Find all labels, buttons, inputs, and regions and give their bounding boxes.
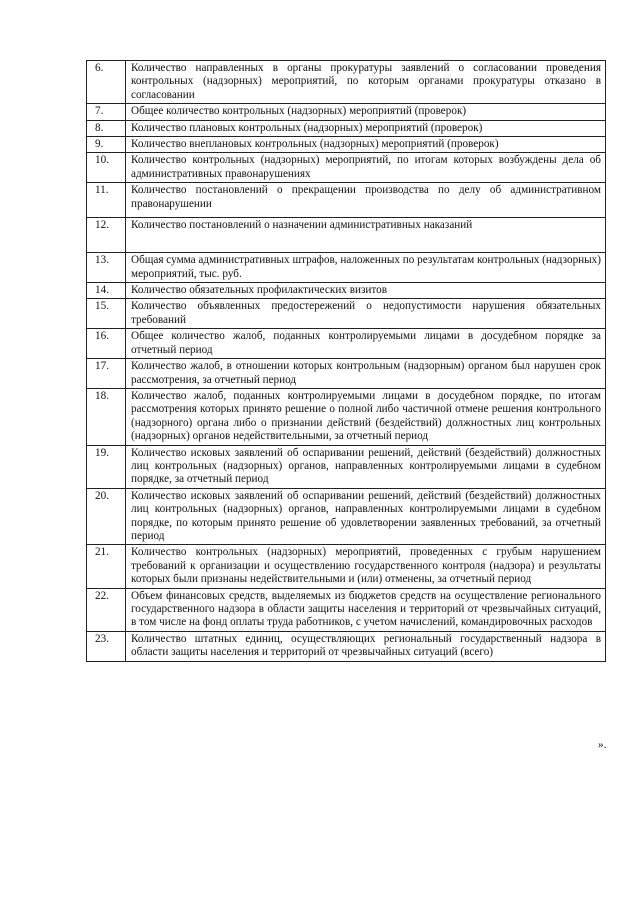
row-number: 12. <box>87 218 126 253</box>
row-indicator-text: Общее количество контрольных (надзорных) мероприятий (проверок) <box>126 104 606 120</box>
table-row <box>87 153 606 183</box>
table-row <box>87 61 606 104</box>
row-indicator-text: Общая сумма административных штрафов, наложенных по результатам контрольных (надзорных) мероприятий, тыс. руб. <box>126 253 606 283</box>
row-indicator-text: Общее количество жалоб, поданных контролируемыми лицами в досудебном порядке за отчетный период <box>126 329 606 359</box>
indicators-table <box>86 60 606 662</box>
row-number: 7. <box>87 104 126 120</box>
row-number: 22. <box>87 588 126 631</box>
table-row <box>87 631 606 661</box>
table-row <box>87 445 606 488</box>
row-indicator-text: Количество плановых контрольных (надзорных) мероприятий (проверок) <box>126 120 606 136</box>
row-number: 14. <box>87 283 126 299</box>
table-row <box>87 253 606 283</box>
row-indicator-text: Количество исковых заявлений об оспаривании решений, действий (бездействий) должностных лиц контрольных (надзорных) органов, направленных контролируемыми лицами в судебном порядке, по которым принято решение об удовлетворении заявленных требований, за отчетный период <box>126 488 606 545</box>
row-indicator-text: Количество исковых заявлений об оспаривании решений, действий (бездействий) должностных лиц контрольных (надзорных) органов, направленных контролируемыми лицами в судебном порядке, за отчетный период <box>126 445 606 488</box>
row-indicator-text: Количество контрольных (надзорных) мероприятий, проведенных с грубым нарушением требований к организации и осуществлению государственного контроля (надзора) и результаты которых были признаны недействительными и (или) отменены, за отчетный период <box>126 545 606 588</box>
row-number: 15. <box>87 299 126 329</box>
row-indicator-text: Количество штатных единиц, осуществляющих региональный государственный надзора в области защиты населения и территорий от чрезвычайных ситуаций (всего) <box>126 631 606 661</box>
indicators-table-body <box>87 61 606 662</box>
row-number: 21. <box>87 545 126 588</box>
table-row <box>87 359 606 389</box>
table-row <box>87 299 606 329</box>
row-indicator-text: Количество контрольных (надзорных) мероприятий, по итогам которых возбуждены дела об административных правонарушениях <box>126 153 606 183</box>
table-row <box>87 488 606 545</box>
row-indicator-text: Количество объявленных предостережений о недопустимости нарушения обязательных требований <box>126 299 606 329</box>
row-number: 11. <box>87 183 126 218</box>
row-indicator-text: Количество постановлений о прекращении производства по делу об административном правонарушении <box>126 183 606 218</box>
closing-quote-mark: ». <box>598 739 607 751</box>
table-row <box>87 388 606 445</box>
table-row <box>87 218 606 253</box>
row-number: 9. <box>87 137 126 153</box>
row-indicator-text: Количество постановлений о назначении административных наказаний <box>126 218 606 253</box>
table-row <box>87 104 606 120</box>
table-row <box>87 137 606 153</box>
table-row <box>87 120 606 136</box>
row-number: 18. <box>87 388 126 445</box>
row-indicator-text: Количество жалоб, в отношении которых контрольным (надзорным) органом был нарушен срок рассмотрения, за отчетный период <box>126 359 606 389</box>
row-number: 16. <box>87 329 126 359</box>
row-number: 17. <box>87 359 126 389</box>
row-number: 19. <box>87 445 126 488</box>
row-indicator-text: Количество обязательных профилактических визитов <box>126 283 606 299</box>
row-indicator-text: Количество направленных в органы прокуратуры заявлений о согласовании проведения контрольных (надзорных) мероприятий, по которым органами прокуратуры отказано в согласовании <box>126 61 606 104</box>
table-row <box>87 329 606 359</box>
table-row <box>87 283 606 299</box>
table-row <box>87 588 606 631</box>
row-number: 13. <box>87 253 126 283</box>
row-number: 20. <box>87 488 126 545</box>
row-number: 23. <box>87 631 126 661</box>
table-row <box>87 183 606 218</box>
row-number: 8. <box>87 120 126 136</box>
table-row <box>87 545 606 588</box>
row-number: 6. <box>87 61 126 104</box>
row-number: 10. <box>87 153 126 183</box>
row-indicator-text: Объем финансовых средств, выделяемых из бюджетов средств на осуществление регионального государственного надзора в области защиты населения и территорий от чрезвычайных ситуаций, в том числе на фонд оплаты труда работников, с учетом начислений, командировочных расходов <box>126 588 606 631</box>
row-indicator-text: Количество внеплановых контрольных (надзорных) мероприятий (проверок) <box>126 137 606 153</box>
row-indicator-text: Количество жалоб, поданных контролируемыми лицами в досудебном порядке, по итогам рассмотрения которых принято решение о полной либо частичной отмене решения контрольного (надзорного) органа либо о признании действий (бездействий) должностных лиц контрольных (надзорных) органов недействительными, за отчетный период <box>126 388 606 445</box>
